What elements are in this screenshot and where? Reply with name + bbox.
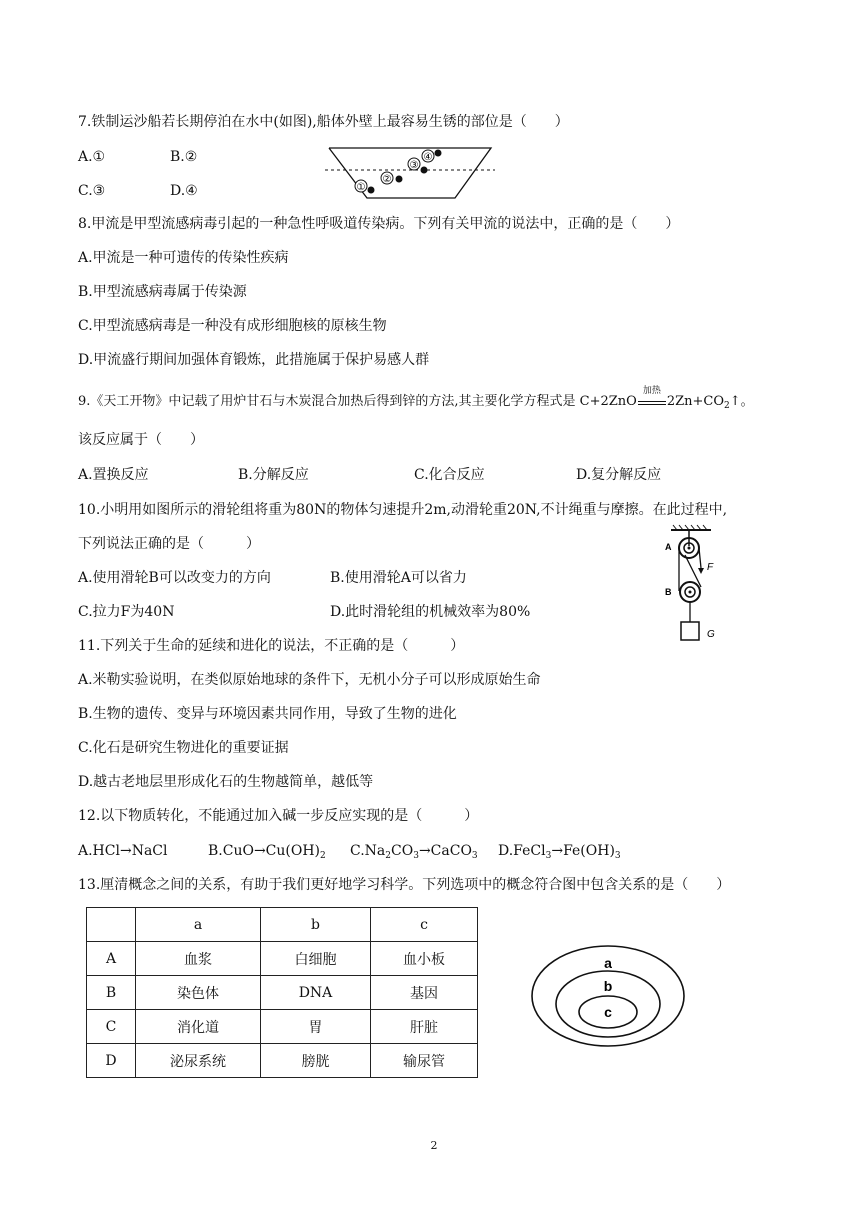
- q7-label-3: ③: [409, 160, 419, 171]
- table-cell: 血浆: [136, 942, 261, 976]
- q11-option-b: B.生物的遗传、变异与环境因素共同作用，导致了生物的进化: [78, 706, 457, 722]
- q8-option-a: A.甲流是一种可遗传的传染性疾病: [78, 250, 289, 266]
- table-cell: 输尿管: [371, 1044, 478, 1078]
- q10-label-g: G: [707, 629, 715, 640]
- q7-label-1: ①: [356, 182, 366, 193]
- table-cell: 膀胱: [261, 1044, 371, 1078]
- q11-stem: 11.下列关于生命的延续和进化的说法，不正确的是（ ）: [78, 638, 465, 654]
- q8-option-b: B.甲型流感病毒属于传染源: [78, 284, 247, 300]
- table-cell: D: [87, 1044, 136, 1078]
- q9-stem-post: 2Zn+CO: [666, 394, 725, 409]
- q8-option-c: C.甲型流感病毒是一种没有成形细胞核的原核生物: [78, 318, 387, 334]
- q10-label-b: B: [665, 587, 672, 597]
- q9-co2-sub: 2: [724, 401, 730, 411]
- q9-option-c: C.化合反应: [414, 467, 485, 483]
- table-header-cell: c: [371, 908, 478, 942]
- table-cell: 肝脏: [371, 1010, 478, 1044]
- q7-option-c: C.③: [78, 183, 106, 199]
- table-cell: A: [87, 942, 136, 976]
- q13-stem: 13.厘清概念之间的关系，有助于我们更好地学习科学。下列选项中的概念符合图中包含关系的是（ ）: [78, 877, 731, 893]
- q13-options-table: [86, 907, 478, 1078]
- page-number: 2: [430, 1139, 438, 1152]
- q13-label-b: b: [603, 978, 613, 994]
- q9-stem-end: ↑。: [729, 394, 754, 409]
- q11-option-c: C.化石是研究生物进化的重要证据: [78, 740, 289, 756]
- table-cell: C: [87, 1010, 136, 1044]
- q10-stem2: 下列说法正确的是（ ）: [78, 536, 260, 552]
- q10-option-c: C.拉力F为40N: [78, 604, 175, 620]
- table-header-cell: a: [136, 908, 261, 942]
- table-cell: 白细胞: [261, 942, 371, 976]
- table-header-row: [87, 908, 478, 942]
- q9-stem-pre: 9.《天工开物》中记载了用炉甘石与木炭混合加热后得到锌的方法,其主要化学方程式是 C+2ZnO: [78, 394, 637, 409]
- q13-nested-ellipses-figure: [528, 940, 690, 1050]
- table-cell: 泌尿系统: [136, 1044, 261, 1078]
- q9-option-a: A.置换反应: [78, 467, 149, 483]
- table-cell: 消化道: [136, 1010, 261, 1044]
- q10-option-d: D.此时滑轮组的机械效率为80%: [330, 604, 531, 620]
- q9-option-d: D.复分解反应: [576, 467, 662, 483]
- q7-label-2: ②: [382, 174, 392, 185]
- table-cell: 染色体: [136, 976, 261, 1010]
- q12-option-b: $B.CuO\to Cu(OH)_2$: [208, 843, 326, 861]
- table-row: [87, 942, 478, 976]
- table-cell: B: [87, 976, 136, 1010]
- table-cell: 胃: [261, 1010, 371, 1044]
- table-header-cell: b: [261, 908, 371, 942]
- q7-option-b: B.②: [170, 149, 198, 165]
- q13-label-a: a: [604, 955, 612, 971]
- q9-condition: 加热: [642, 386, 661, 396]
- table-cell: DNA: [261, 976, 371, 1010]
- table-cell: 基因: [371, 976, 478, 1010]
- q10-label-f: F: [707, 562, 714, 573]
- q11-option-d: D.越古老地层里形成化石的生物越简单，越低等: [78, 774, 374, 790]
- table-row: [87, 1044, 478, 1078]
- q9-option-b: B.分解反应: [238, 467, 309, 483]
- q9-stem: [78, 386, 754, 416]
- q7-stem: 7.铁制运沙船若长期停泊在水中(如图),船体外壁上最容易生锈的部位是（ ）: [78, 114, 569, 130]
- table-row: [87, 976, 478, 1010]
- q12-stem: 12.以下物质转化，不能通过加入碱一步反应实现的是（ ）: [78, 808, 479, 824]
- q10-label-a: A: [665, 542, 672, 552]
- q11-option-a: A.米勒实验说明，在类似原始地球的条件下，无机小分子可以形成原始生命: [78, 672, 541, 688]
- q10-stem1: 10.小明用如图所示的滑轮组将重为80N的物体匀速提升2m,动滑轮重20N,不计绳重与摩擦。在此过程中,: [78, 502, 728, 518]
- q10-pulley-figure: [655, 524, 730, 654]
- q9-stem2: 该反应属于（ ）: [78, 432, 204, 448]
- q10-option-b: B.使用滑轮A可以省力: [330, 570, 467, 586]
- q8-option-d: D.甲流盛行期间加强体育锻炼，此措施属于保护易感人群: [78, 352, 430, 368]
- q12-option-d: $D.FeCl_3\to Fe(OH)_3$: [498, 843, 621, 861]
- q12-option-a: A.HCl→NaCl: [78, 843, 168, 859]
- q13-label-c: c: [604, 1004, 612, 1020]
- q10-option-a: A.使用滑轮B可以改变力的方向: [78, 570, 271, 586]
- q12-option-c: $C.Na_2CO_3\to CaCO_3$: [350, 843, 478, 861]
- table-row: [87, 1010, 478, 1044]
- q8-stem: 8.甲流是甲型流感病毒引起的一种急性呼吸道传染病。下列有关甲流的说法中，正确的是（ ）: [78, 216, 680, 232]
- q7-option-d: D.④: [170, 183, 198, 199]
- q7-ship-figure: [325, 140, 495, 202]
- q9-reaction-arrow: [637, 386, 667, 412]
- q7-label-4: ④: [423, 152, 433, 163]
- table-cell: 血小板: [371, 942, 478, 976]
- table-header-cell: [87, 908, 136, 942]
- q7-option-a: A.①: [78, 149, 106, 165]
